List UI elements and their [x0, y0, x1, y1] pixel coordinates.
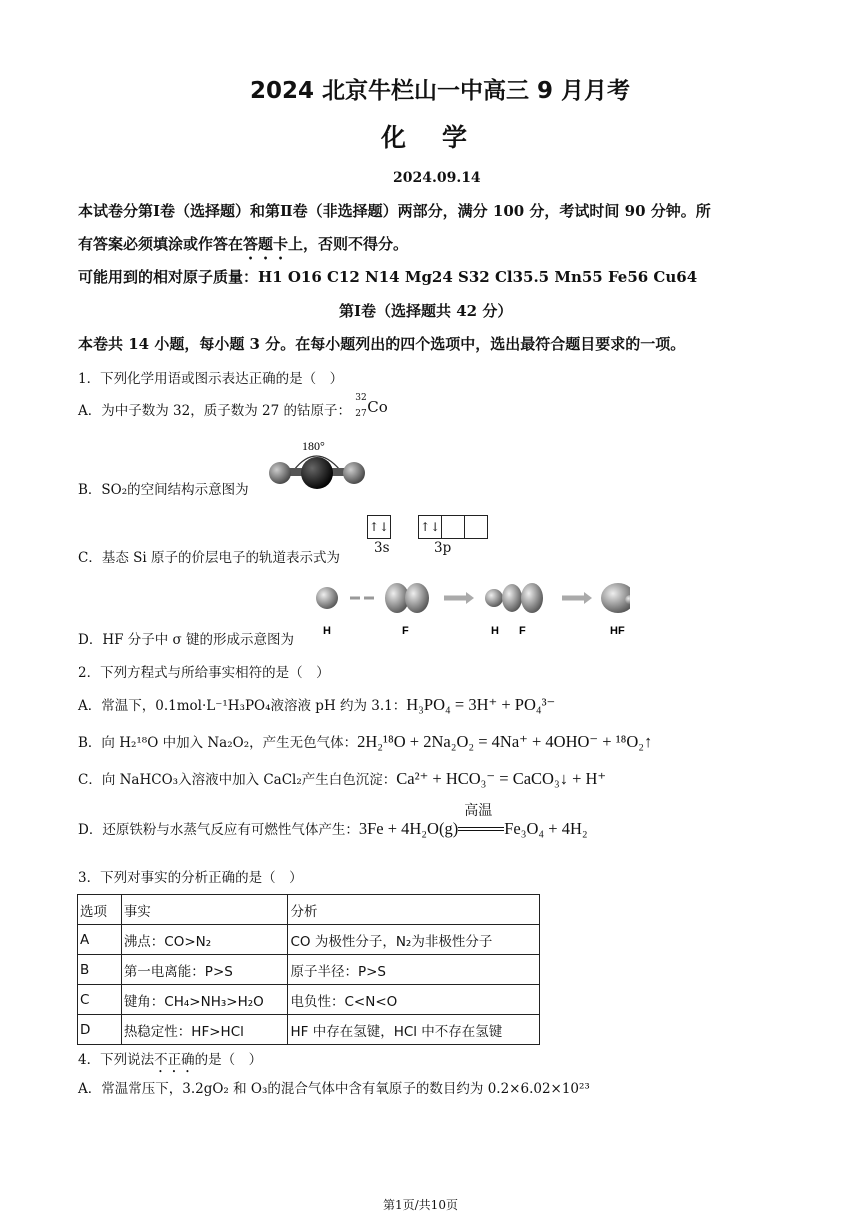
q2-option-c: C．向 NaHCO₃入溶液中加入 CaCl₂产生白色沉淀：Ca²⁺ + HCO₃⁻ = CaCO₃↓ + H⁺: [78, 769, 607, 788]
table-row: D 热稳定性：HF>HCl HF 中存在氢键，HCl 中不存在氢键: [78, 1015, 540, 1045]
section1-title: 第Ⅰ卷（选择题共 42 分）: [339, 302, 513, 320]
q1-option-a: A．为中子数为 32，质子数为 27 的钴原子： 32 27 Co: [78, 399, 391, 419]
orbital-3p-box-3: [465, 515, 488, 539]
q2-c-equation: Ca²⁺ + HCO₃⁻ = CaCO₃↓ + H⁺: [396, 769, 607, 788]
label-h-1: H: [323, 625, 331, 637]
instructions-line1: 本试卷分第Ⅰ卷（选择题）和第Ⅱ卷（非选择题）两部分，满分 100 分，考试时间 90 分钟。所: [78, 202, 711, 220]
q1-stem: 1．下列化学用语或图示表达正确的是（ ）: [78, 371, 344, 387]
reaction-arrow-high-temp: 高温: [458, 820, 504, 834]
label-f-1: F: [402, 625, 409, 637]
label-hf: HF: [610, 625, 625, 637]
orbital-3p-box-2: [442, 515, 465, 539]
emphasis-answer-sheet: 答题卡: [243, 235, 289, 253]
bond-angle-label: 180°: [302, 439, 325, 453]
instructions-line2: 有答案必须填涂或作答在答题卡上，否则不得分。: [78, 235, 409, 253]
q2-d-equation-left: 3Fe + 4H₂O(g): [358, 819, 459, 838]
subject-title: 化学: [381, 123, 504, 152]
orbital-3p-box-1: ↑↓: [418, 515, 442, 539]
orbital-3s-box: ↑↓: [367, 515, 391, 539]
exam-title: 2024 北京牛栏山一中高三 9 月月考: [250, 78, 631, 104]
table-row: A 沸点：CO>N₂ CO 为极性分子，N₂为非极性分子: [78, 925, 540, 955]
q3-table: [77, 894, 540, 1045]
exam-date: 2024.09.14: [393, 170, 481, 186]
q2-option-d: D．还原铁粉与水蒸气反应有可燃性气体产生：3Fe + 4H₂O(g) 高温 Fe₃O₄ + 4H₂: [78, 803, 588, 838]
so2-structure-diagram: [266, 434, 370, 492]
header-analysis: 分析: [288, 895, 540, 925]
q2-b-equation: 2H₂¹⁸O + 2Na₂O₂ = 4Na⁺ + 4OHO⁻ + ¹⁸O₂↑: [357, 732, 653, 751]
q4-stem: 4．下列说法不正确的是（ ）: [78, 1052, 263, 1068]
q2-stem: 2．下列方程式与所给事实相符的是（ ）: [78, 665, 330, 681]
label-3s: 3s: [374, 540, 390, 556]
si-orbital-diagram: [367, 515, 488, 539]
q2-a-equation: H₃PO₄ = 3H⁺ + PO₄³⁻: [406, 695, 556, 714]
q2-d-equation-right: Fe₃O₄ + 4H₂: [504, 819, 588, 838]
label-h-2: H: [491, 625, 499, 637]
q4-option-a: A．常温常压下，3.2gO₂ 和 O₃的混合气体中含有氧原子的数目约为 0.2×6.02×10²³: [78, 1081, 590, 1097]
q2-option-b: B．向 H₂¹⁸O 中加入 Na₂O₂，产生无色气体：2H₂¹⁸O + 2Na₂O₂ = 4Na⁺ + 4OHO⁻ + ¹⁸O₂↑: [78, 732, 653, 751]
q1-option-c: C．基态 Si 原子的价层电子的轨道表示式为: [78, 550, 340, 566]
section1-intro: 本卷共 14 小题，每小题 3 分。在每小题列出的四个选项中，选出最符合题目要求的一项。: [78, 335, 686, 353]
table-row: C 键角：CH₄>NH₃>H₂O 电负性：C<N<O: [78, 985, 540, 1015]
cobalt-nuclide: 32 27 Co: [355, 393, 388, 419]
emphasis-incorrect: 不正确: [154, 1052, 195, 1068]
q1-option-d: D．HF 分子中 σ 键的形成示意图为: [78, 632, 295, 648]
label-f-2: F: [519, 625, 526, 637]
page-number: 第1页/共10页: [383, 1198, 458, 1212]
q2-option-a: A．常温下，0.1mol·L⁻¹H₃PO₄液溶液 pH 约为 3.1：H₃PO₄ = 3H⁺ + PO₄³⁻: [78, 695, 556, 714]
table-header-row: [78, 895, 540, 925]
atomic-masses: 可能用到的相对原子质量：H1 O16 C12 N14 Mg24 S32 Cl35.5 Mn55 Fe56 Cu64: [78, 268, 698, 286]
q3-stem: 3．下列对事实的分析正确的是（ ）: [78, 870, 303, 886]
hf-sigma-bond-diagram: [310, 578, 630, 640]
header-fact: 事实: [121, 895, 288, 925]
table-row: B 第一电离能：P>S 原子半径：P>S: [78, 955, 540, 985]
label-3p: 3p: [434, 540, 452, 556]
header-option: 选项: [78, 895, 122, 925]
q1-option-b: B．SO₂的空间结构示意图为: [78, 482, 249, 498]
